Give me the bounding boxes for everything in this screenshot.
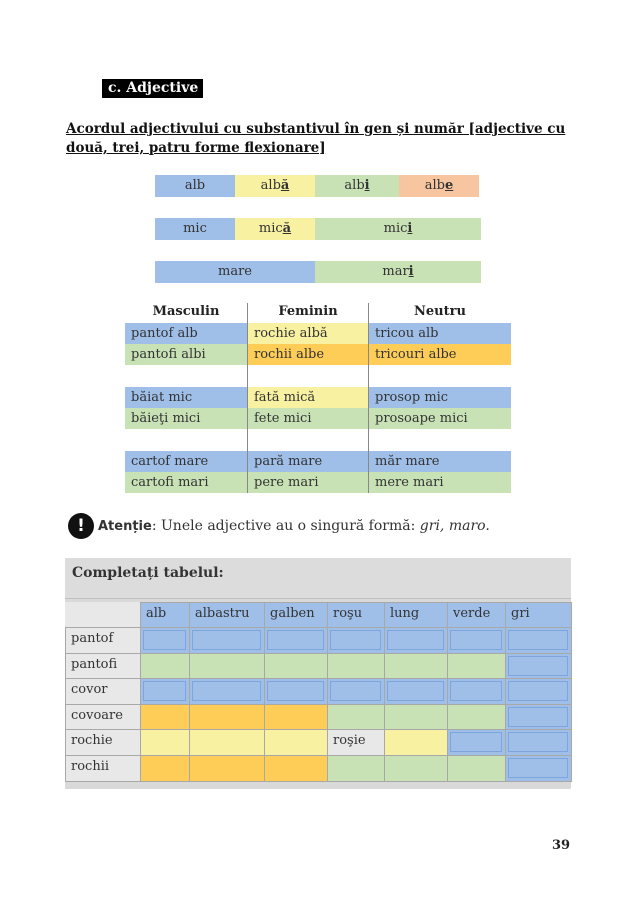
example-cell: prosop mic: [369, 387, 511, 408]
example-cell: băieţi mici: [125, 408, 247, 429]
column-header: alb: [146, 606, 167, 621]
cell-border: [505, 729, 572, 756]
column-header: albastru: [195, 606, 250, 621]
cell-border: [264, 653, 328, 680]
example-cell: pară mare: [248, 451, 368, 472]
cell-border: [505, 653, 572, 680]
cell-border: [189, 602, 265, 628]
cell-border: [505, 602, 572, 628]
cell-border: [327, 653, 385, 680]
example-cell: pantofi albi: [125, 344, 247, 365]
cell-border: [384, 729, 448, 756]
subheading: Acordul adjectivului cu substantivul în gen și număr [adjective cu două, trei, patru forme flexionare]: [66, 121, 566, 156]
cell-border: [189, 627, 265, 654]
attention-colon: :: [410, 518, 420, 534]
row-label: pantof: [65, 627, 140, 653]
cell-border: [327, 602, 385, 628]
cell-border: [65, 627, 141, 654]
cell-border: [65, 678, 141, 705]
cell-border: [189, 729, 265, 756]
section-heading: c. Adjective: [102, 79, 203, 98]
form-albi: albi: [315, 175, 399, 197]
example-cell: rochii albe: [248, 344, 368, 365]
column-header: gri: [511, 606, 530, 621]
row-label: pantofi: [65, 653, 140, 679]
cell-border: [140, 653, 190, 680]
cell-border: [189, 755, 265, 782]
form-albe: albe: [399, 175, 479, 197]
cell-border: [447, 653, 506, 680]
row-label: rochii: [65, 755, 140, 781]
cell-border: [65, 755, 141, 782]
cell-border: [140, 602, 190, 628]
example-cell: măr mare: [369, 451, 511, 472]
form-mici: mici: [315, 218, 481, 240]
cell-border: [264, 729, 328, 756]
row-label: rochie: [65, 729, 140, 755]
cell-border: [384, 653, 448, 680]
example-cell: mere mari: [369, 472, 511, 493]
cell-border: [264, 602, 328, 628]
cell-border: [65, 704, 141, 731]
column-header: galben: [270, 606, 315, 621]
form-mari: mari: [315, 261, 481, 283]
row-label: covoare: [65, 704, 140, 730]
cell-border: [264, 704, 328, 731]
cell-border: [264, 755, 328, 782]
cell-border: [384, 678, 448, 705]
form-alba: albă: [235, 175, 315, 197]
cell-border: [327, 755, 385, 782]
example-cell: cartofi mari: [125, 472, 247, 493]
cell-border: [384, 602, 448, 628]
cell-border: [189, 704, 265, 731]
attention-text: : Unele adjective au o singură formă: [151, 518, 411, 534]
exercise-title: Completați tabelul:: [72, 565, 224, 581]
header-corner: [65, 602, 140, 627]
exclamation-icon: !: [68, 513, 94, 539]
example-cell: băiat mic: [125, 387, 247, 408]
page-number: 39: [552, 838, 571, 853]
cell-border: [447, 627, 506, 654]
cell-border: [65, 653, 141, 680]
header-feminin: Feminin: [278, 304, 338, 319]
cell-border: [327, 678, 385, 705]
header-masculin: Masculin: [152, 304, 220, 319]
example-cell: tricou alb: [369, 323, 511, 344]
column-header: roşu: [333, 606, 363, 621]
attention-note: [98, 513, 490, 539]
cell-border: [384, 704, 448, 731]
cell-border: [384, 627, 448, 654]
example-cell: rochie albă: [248, 323, 368, 344]
form-mic: mic: [155, 218, 235, 240]
row-label: covor: [65, 678, 140, 704]
cell-border: [384, 755, 448, 782]
example-cell: cartof mare: [125, 451, 247, 472]
cell-border: [505, 704, 572, 731]
column-header: verde: [453, 606, 491, 621]
example-cell: pantof alb: [125, 323, 247, 344]
cell-border: [327, 729, 385, 756]
cell-border: [447, 678, 506, 705]
cell-border: [505, 678, 572, 705]
cell-border: [140, 704, 190, 731]
cell-border: [264, 678, 328, 705]
cell-border: [447, 602, 506, 628]
example-cell: tricouri albe: [369, 344, 511, 365]
example-cell: fată mică: [248, 387, 368, 408]
column-header: lung: [390, 606, 420, 621]
cell-border: [140, 729, 190, 756]
cell-border: [447, 729, 506, 756]
cell-border: [327, 704, 385, 731]
cell-border: [447, 704, 506, 731]
example-cell: fete mici: [248, 408, 368, 429]
cell-border: [189, 678, 265, 705]
prefilled-cell: roşie: [327, 729, 384, 755]
form-alb: alb: [155, 175, 235, 197]
example-cell: prosoape mici: [369, 408, 511, 429]
cell-border: [140, 755, 190, 782]
cell-border: [447, 755, 506, 782]
header-neutru: Neutru: [414, 304, 466, 319]
cell-border: [65, 729, 141, 756]
attention-examples: gri, maro.: [419, 518, 490, 534]
cell-border: [140, 678, 190, 705]
cell-border: [189, 653, 265, 680]
cell-border: [505, 627, 572, 654]
attention-label: Atenție: [98, 519, 152, 534]
form-mare: mare: [155, 261, 315, 283]
cell-border: [505, 755, 572, 782]
cell-border: [264, 627, 328, 654]
cell-border: [327, 627, 385, 654]
example-cell: pere mari: [248, 472, 368, 493]
cell-border: [140, 627, 190, 654]
form-mica: mică: [235, 218, 315, 240]
